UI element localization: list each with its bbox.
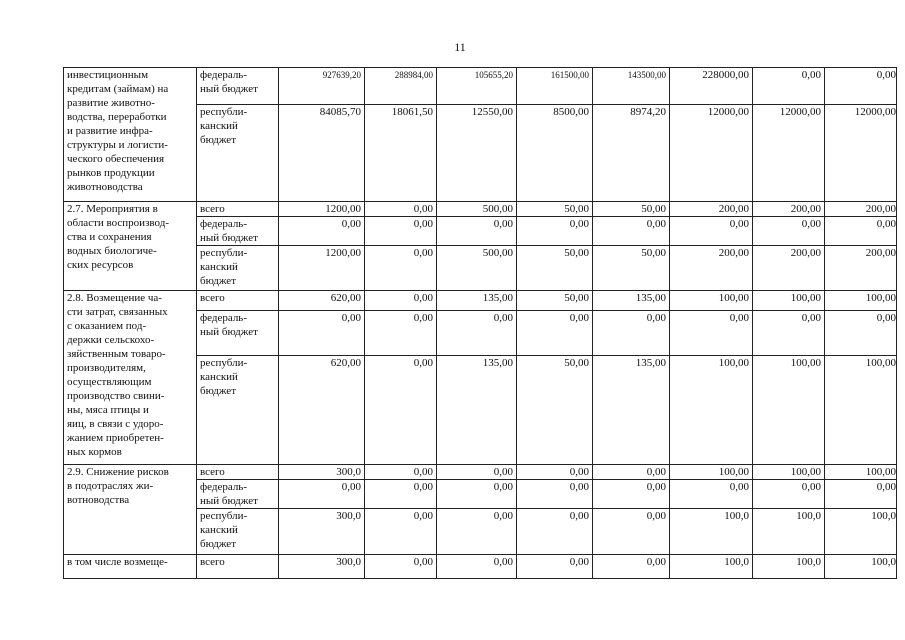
- amount-cell: 100,0: [670, 509, 753, 555]
- table-row: [64, 465, 897, 480]
- amount-cell: 50,00: [517, 246, 593, 291]
- amount-cell: 105655,20: [437, 68, 517, 105]
- description-line: с оказанием под-: [67, 320, 147, 332]
- amount-cell: 0,00: [437, 311, 517, 356]
- amount-cell: 0,00: [437, 480, 517, 509]
- amount-cell: 12000,00: [753, 105, 825, 202]
- amount-cell: 0,00: [593, 509, 670, 555]
- description-line: в том числе возмеще-: [67, 556, 168, 568]
- description-line: ских ресурсов: [67, 259, 134, 271]
- budget-source-line: республи-: [200, 510, 248, 522]
- budget-source-line: бюджет: [200, 134, 236, 146]
- description-line: производство свини-: [67, 390, 165, 402]
- amount-cell: 0,00: [517, 465, 593, 480]
- amount-cell: 0,00: [593, 480, 670, 509]
- description-line: области воспроизвод-: [67, 217, 169, 229]
- table-row: [64, 68, 897, 105]
- amount-cell: 0,00: [365, 555, 437, 579]
- amount-cell: 200,00: [670, 202, 753, 217]
- description-line: ных кормов: [67, 446, 122, 458]
- amount-cell: 135,00: [437, 356, 517, 465]
- amount-cell: 100,0: [753, 509, 825, 555]
- measure-description: [64, 202, 197, 291]
- amount-cell: 100,00: [670, 291, 753, 311]
- budget-source-line: ный бюджет: [200, 232, 258, 244]
- amount-cell: 500,00: [437, 246, 517, 291]
- amount-cell: 228000,00: [670, 68, 753, 105]
- amount-cell: 0,00: [753, 68, 825, 105]
- amount-cell: 0,00: [437, 555, 517, 579]
- budget-source-label: [197, 105, 279, 202]
- amount-cell: 12000,00: [825, 105, 897, 202]
- amount-cell: 300,0: [279, 509, 365, 555]
- amount-cell: 200,00: [753, 246, 825, 291]
- amount-cell: 100,00: [825, 356, 897, 465]
- budget-source-line: канский: [200, 524, 238, 536]
- amount-cell: 0,00: [279, 217, 365, 246]
- description-line: рынков продукции: [67, 167, 155, 179]
- amount-cell: 0,00: [517, 480, 593, 509]
- measure-description: [64, 68, 197, 202]
- measure-description: [64, 465, 197, 555]
- budget-source-label: [197, 246, 279, 291]
- budget-source-label: [197, 217, 279, 246]
- page-number: 11: [454, 40, 466, 54]
- amount-cell: 300,0: [279, 555, 365, 579]
- amount-cell: 100,00: [825, 465, 897, 480]
- budget-source-line: федераль-: [200, 312, 247, 324]
- amount-cell: 0,00: [593, 555, 670, 579]
- amount-cell: 0,00: [593, 311, 670, 356]
- amount-cell: 200,00: [825, 246, 897, 291]
- amount-cell: 200,00: [753, 202, 825, 217]
- amount-cell: 0,00: [365, 217, 437, 246]
- amount-cell: 12550,00: [437, 105, 517, 202]
- amount-cell: 100,00: [753, 356, 825, 465]
- budget-source-label: [197, 311, 279, 356]
- amount-cell: 0,00: [365, 202, 437, 217]
- description-line: развитие животно-: [67, 97, 155, 109]
- amount-cell: 927639,20: [279, 68, 365, 105]
- budget-source-label: [197, 68, 279, 105]
- amount-cell: 143500,00: [593, 68, 670, 105]
- amount-cell: 0,00: [825, 311, 897, 356]
- amount-cell: 620,00: [279, 356, 365, 465]
- budget-source-line: республи-: [200, 247, 248, 259]
- amount-cell: 0,00: [365, 311, 437, 356]
- amount-cell: 0,00: [825, 480, 897, 509]
- description-line: в подотраслях жи-: [67, 480, 154, 492]
- budget-table: [63, 67, 897, 579]
- amount-cell: 0,00: [670, 217, 753, 246]
- amount-cell: 100,00: [753, 291, 825, 311]
- budget-source-label: [197, 202, 279, 217]
- amount-cell: 288984,00: [365, 68, 437, 105]
- description-line: ческого обеспечения: [67, 153, 165, 165]
- amount-cell: 8974,20: [593, 105, 670, 202]
- amount-cell: 100,0: [825, 509, 897, 555]
- description-line: ства и сохранения: [67, 231, 152, 243]
- amount-cell: 300,0: [279, 465, 365, 480]
- amount-cell: 0,00: [365, 246, 437, 291]
- description-line: держки сельскохо-: [67, 334, 155, 346]
- budget-source-line: ный бюджет: [200, 326, 258, 338]
- budget-source-line: канский: [200, 261, 238, 273]
- amount-cell: 0,00: [437, 465, 517, 480]
- amount-cell: 100,00: [825, 291, 897, 311]
- amount-cell: 0,00: [365, 509, 437, 555]
- budget-source-line: канский: [200, 120, 238, 132]
- amount-cell: 1200,00: [279, 202, 365, 217]
- amount-cell: 0,00: [825, 68, 897, 105]
- description-line: водства, переработки: [67, 111, 167, 123]
- table-row: [64, 202, 897, 217]
- amount-cell: 620,00: [279, 291, 365, 311]
- description-line: 2.7. Мероприятия в: [67, 203, 158, 215]
- description-line: 2.9. Снижение рисков: [67, 466, 169, 478]
- amount-cell: 0,00: [517, 311, 593, 356]
- amount-cell: 0,00: [753, 480, 825, 509]
- table-row: [64, 291, 897, 311]
- amount-cell: 50,00: [517, 356, 593, 465]
- budget-source-line: бюджет: [200, 385, 236, 397]
- amount-cell: 50,00: [593, 202, 670, 217]
- budget-source-label: [197, 480, 279, 509]
- amount-cell: 0,00: [517, 509, 593, 555]
- amount-cell: 0,00: [593, 217, 670, 246]
- budget-source-line: всего: [200, 292, 225, 304]
- budget-source-line: бюджет: [200, 538, 236, 550]
- amount-cell: 8500,00: [517, 105, 593, 202]
- amount-cell: 12000,00: [670, 105, 753, 202]
- amount-cell: 100,0: [670, 555, 753, 579]
- amount-cell: 0,00: [593, 465, 670, 480]
- description-line: производителям,: [67, 362, 146, 374]
- description-line: яиц, в связи с удоро-: [67, 418, 164, 430]
- amount-cell: 0,00: [365, 291, 437, 311]
- description-line: сти затрат, связанных: [67, 306, 168, 318]
- amount-cell: 0,00: [753, 311, 825, 356]
- amount-cell: 0,00: [437, 509, 517, 555]
- amount-cell: 135,00: [593, 291, 670, 311]
- description-line: жанием приобретен-: [67, 432, 164, 444]
- description-line: животноводства: [67, 181, 143, 193]
- budget-source-line: канский: [200, 371, 238, 383]
- amount-cell: 0,00: [517, 217, 593, 246]
- amount-cell: 0,00: [437, 217, 517, 246]
- amount-cell: 500,00: [437, 202, 517, 217]
- amount-cell: 0,00: [279, 480, 365, 509]
- budget-source-line: республи-: [200, 357, 248, 369]
- description-line: и развитие инфра-: [67, 125, 153, 137]
- description-line: кредитам (займам) на: [67, 83, 169, 95]
- amount-cell: 50,00: [517, 202, 593, 217]
- budget-source-line: ный бюджет: [200, 495, 258, 507]
- amount-cell: 0,00: [670, 480, 753, 509]
- amount-cell: 161500,00: [517, 68, 593, 105]
- budget-source-line: всего: [200, 466, 225, 478]
- amount-cell: 135,00: [593, 356, 670, 465]
- budget-source-label: [197, 291, 279, 311]
- budget-source-line: ный бюджет: [200, 83, 258, 95]
- budget-source-line: бюджет: [200, 275, 236, 287]
- description-line: зяйственным товаро-: [67, 348, 166, 360]
- amount-cell: 200,00: [825, 202, 897, 217]
- budget-source-label: [197, 509, 279, 555]
- amount-cell: 1200,00: [279, 246, 365, 291]
- measure-description: [64, 555, 197, 579]
- budget-source-label: [197, 465, 279, 480]
- amount-cell: 200,00: [670, 246, 753, 291]
- amount-cell: 18061,50: [365, 105, 437, 202]
- amount-cell: 50,00: [517, 291, 593, 311]
- amount-cell: 0,00: [753, 217, 825, 246]
- budget-source-label: [197, 555, 279, 579]
- budget-source-line: федераль-: [200, 218, 247, 230]
- amount-cell: 100,00: [753, 465, 825, 480]
- amount-cell: 135,00: [437, 291, 517, 311]
- description-line: 2.8. Возмещение ча-: [67, 292, 162, 304]
- description-line: ны, мяса птицы и: [67, 404, 149, 416]
- budget-source-line: всего: [200, 556, 225, 568]
- amount-cell: 0,00: [365, 465, 437, 480]
- description-line: водных биологиче-: [67, 245, 157, 257]
- description-line: осуществляющим: [67, 376, 152, 388]
- amount-cell: 100,0: [753, 555, 825, 579]
- table-row: [64, 555, 897, 579]
- budget-source-line: федераль-: [200, 69, 247, 81]
- amount-cell: 100,00: [670, 356, 753, 465]
- amount-cell: 0,00: [517, 555, 593, 579]
- budget-source-label: [197, 356, 279, 465]
- amount-cell: 0,00: [670, 311, 753, 356]
- amount-cell: 50,00: [593, 246, 670, 291]
- amount-cell: 84085,70: [279, 105, 365, 202]
- measure-description: [64, 291, 197, 465]
- amount-cell: 0,00: [365, 480, 437, 509]
- description-line: вотноводства: [67, 494, 130, 506]
- budget-source-line: республи-: [200, 106, 248, 118]
- amount-cell: 100,0: [825, 555, 897, 579]
- amount-cell: 100,00: [670, 465, 753, 480]
- amount-cell: 0,00: [279, 311, 365, 356]
- amount-cell: 0,00: [365, 356, 437, 465]
- description-line: инвестиционным: [67, 69, 149, 81]
- description-line: структуры и логисти-: [67, 139, 168, 151]
- budget-source-line: федераль-: [200, 481, 247, 493]
- budget-source-line: всего: [200, 203, 225, 215]
- amount-cell: 0,00: [825, 217, 897, 246]
